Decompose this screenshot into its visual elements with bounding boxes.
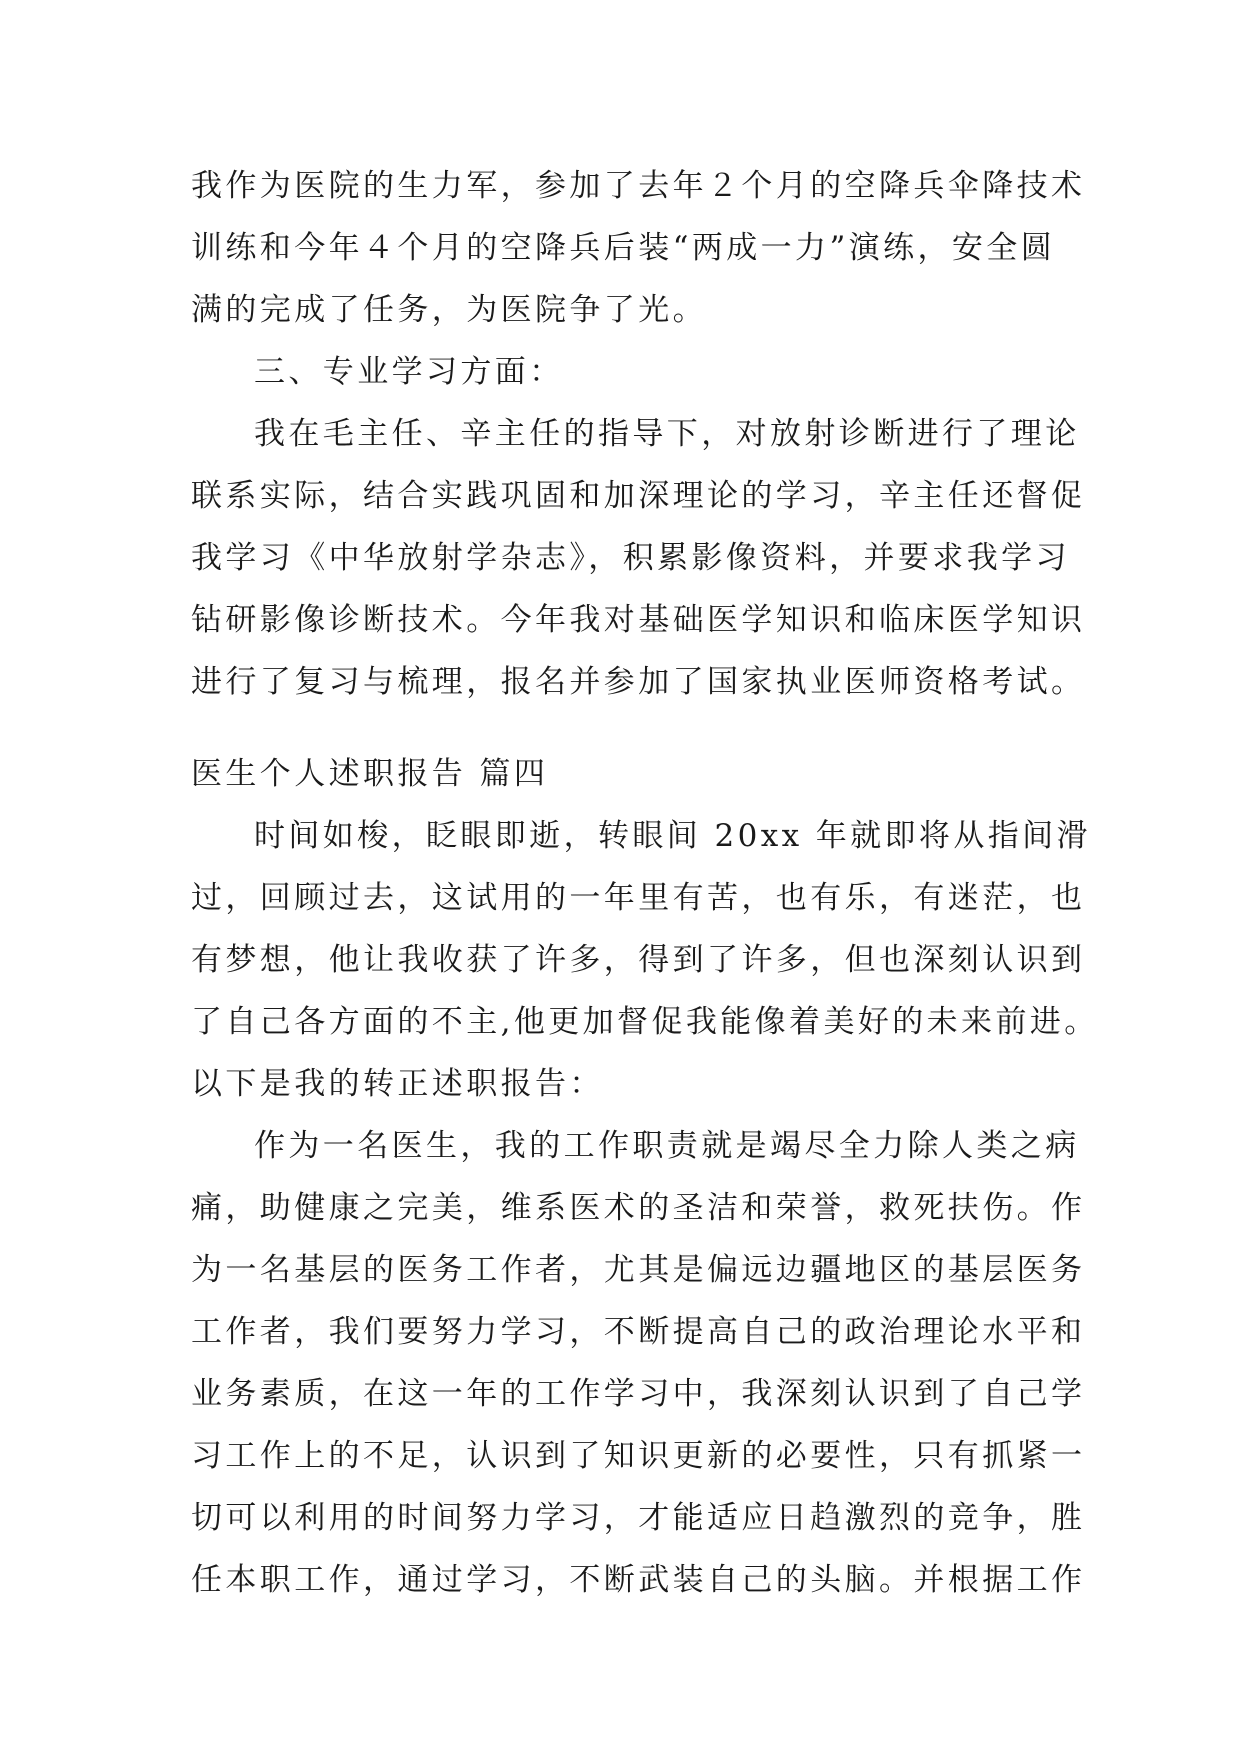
paragraph-line: 我在毛主任、辛主任的指导下，对放射诊断进行了理论: [254, 416, 1080, 452]
paragraph-line: 时间如梭，眨眼即逝，转眼间 20xx 年就即将从指间滑: [254, 818, 1091, 854]
paragraph-line: 我作为医院的生力军，参加了去年２个月的空降兵伞降技术: [191, 168, 1086, 204]
paragraph-line: 任本职工作，通过学习，不断武装自己的头脑。并根据工作: [191, 1562, 1086, 1598]
paragraph-line: 有梦想，他让我收获了许多，得到了许多，但也深刻认识到: [191, 942, 1086, 978]
section-heading: 三、专业学习方面：: [254, 354, 564, 390]
paragraph-line: 了自己各方面的不主,他更加督促我能像着美好的未来前进。: [191, 1004, 1099, 1040]
paragraph-line: 钻研影像诊断技术。今年我对基础医学知识和临床医学知识: [191, 602, 1086, 638]
paragraph-line: 以下是我的转正述职报告：: [191, 1066, 604, 1102]
paragraph-line: 我学习《中华放射学杂志》，积累影像资料，并要求我学习: [191, 540, 1070, 576]
paragraph-line: 痛，助健康之完美，维系医术的圣洁和荣誉，救死扶伤。作: [191, 1190, 1086, 1226]
paragraph-line: 训练和今年４个月的空降兵后装“两成一力”演练，安全圆: [191, 230, 1056, 266]
paragraph-line: 业务素质，在这一年的工作学习中，我深刻认识到了自己学: [191, 1376, 1086, 1412]
paragraph-line: 习工作上的不足，认识到了知识更新的必要性，只有抓紧一: [191, 1438, 1086, 1474]
paragraph-line: 联系实际，结合实践巩固和加深理论的学习，辛主任还督促: [191, 478, 1086, 514]
paragraph-line: 过，回顾过去，这试用的一年里有苦，也有乐，有迷茫，也: [191, 880, 1086, 916]
paragraph-line: 工作者，我们要努力学习，不断提高自己的政治理论水平和: [191, 1314, 1086, 1350]
paragraph-line: 进行了复习与梳理，报名并参加了国家执业医师资格考试。: [191, 664, 1086, 700]
article-title: 医生个人述职报告 篇四: [191, 756, 549, 792]
paragraph-line: 满的完成了任务，为医院争了光。: [191, 292, 707, 328]
paragraph-line: 作为一名医生，我的工作职责就是竭尽全力除人类之病: [254, 1128, 1080, 1164]
paragraph-line: 为一名基层的医务工作者，尤其是偏远边疆地区的基层医务: [191, 1252, 1086, 1288]
paragraph-line: 切可以利用的时间努力学习，才能适应日趋激烈的竞争，胜: [191, 1500, 1086, 1536]
